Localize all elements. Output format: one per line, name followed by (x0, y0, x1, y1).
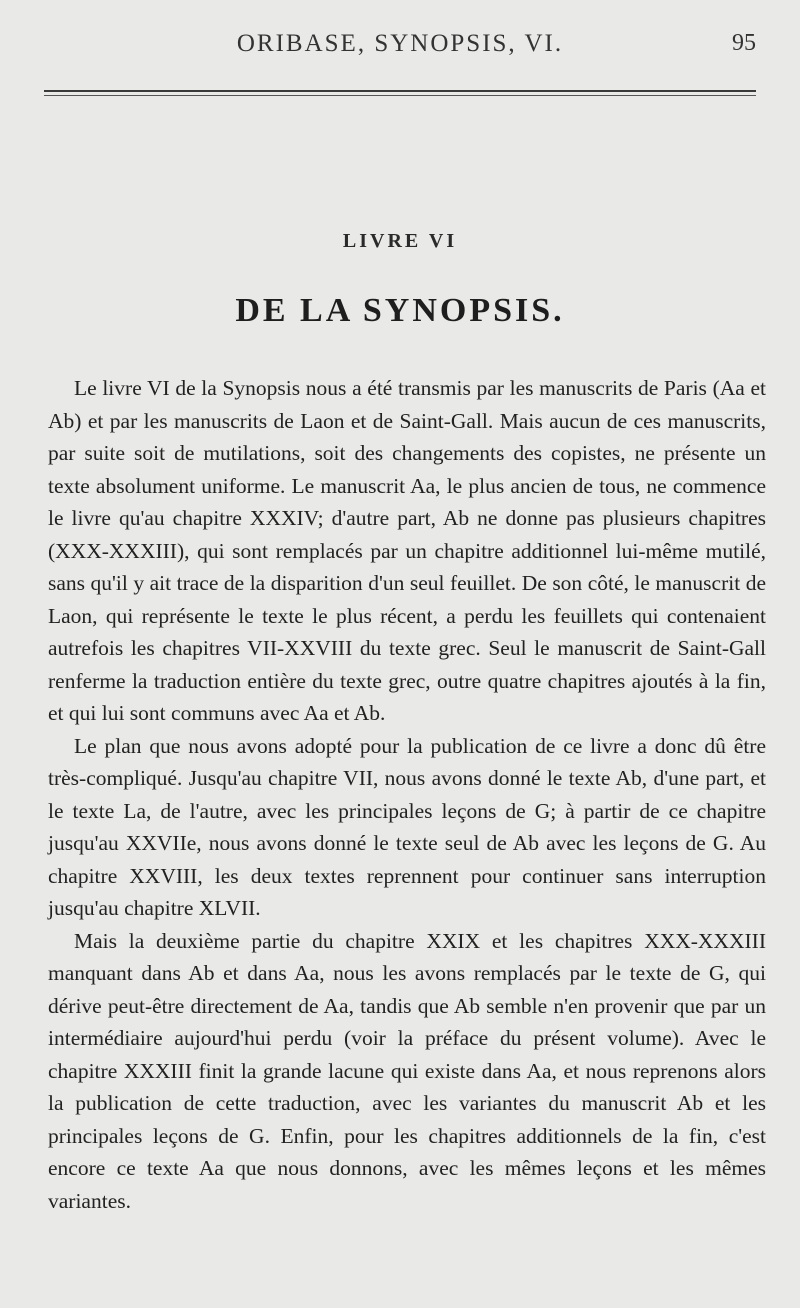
page-number: 95 (732, 30, 756, 56)
paragraph-3: Mais la deuxième partie du chapitre XXIX et les chapitres XXX-XXXIII manquant dans Ab et dans Aa, nous les avons remplacés par le texte de G, qui dérive peut-être directement de Aa, tandis que Ab semble n'en provenir que par un intermédiaire aujourd'hui perdu (voir la préface du présent volume). Avec le chapitre XXXIII finit la grande lacune qui existe dans Aa, et nous reprenons alors la publication de cette traduction, avec les variantes du manuscrit Ab et les principales leçons de G. Enfin, pour les chapitres additionnels de la fin, c'est encore ce texte Aa que nous donnons, avec les mêmes leçons et les mêmes variantes. (48, 928, 766, 1213)
book-label: LIVRE VI (342, 230, 458, 252)
body-text (48, 372, 766, 1217)
book-title: DE LA SYNOPSIS. (235, 292, 565, 329)
header-rule (44, 90, 756, 96)
paragraph-1: Le livre VI de la Synopsis nous a été transmis par les manuscrits de Paris (Aa et Ab) et par les manuscrits de Laon et de Saint-Gall. Mais aucun de ces manuscrits, par suite soit de mutilations, soit des changements des copistes, ne présente un texte absolument uniforme. Le manuscrit Aa, le plus ancien de tous, ne commence le livre qu'au chapitre XXXIV; d'autre part, Ab ne donne pas plusieurs chapitres (XXX-XXXIII), qui sont remplacés par un chapitre additionnel lui-même mutilé, sans qu'il y ait trace de la disparition d'un seul feuillet. De son côté, le manuscrit de Laon, qui représente le texte le plus récent, a perdu les feuillets qui contenaient autrefois les chapitres VII-XXVIII du texte grec. Seul le manuscrit de Saint-Gall renferme la traduction entière du texte grec, outre quatre chapitres ajoutés à la fin, et qui lui sont communs avec Aa et Ab. (48, 376, 766, 725)
running-head (44, 30, 756, 64)
header-rule-thick (44, 90, 756, 92)
header-rule-thin (44, 95, 756, 96)
running-title: ORIBASE, SYNOPSIS, VI. (236, 30, 564, 57)
paragraph-2: Le plan que nous avons adopté pour la publication de ce livre a donc dû être très-compliqué. Jusqu'au chapitre VII, nous avons donné le texte Ab, d'une part, et le texte La, de l'autre, avec les principales leçons de G; à partir de ce chapitre jusqu'au XXVIIe, nous avons donné le texte seul de Ab avec les leçons de G. Au chapitre XXVIII, les deux textes reprennent pour continuer sans interruption jusqu'au chapitre XLVII. (48, 733, 766, 920)
